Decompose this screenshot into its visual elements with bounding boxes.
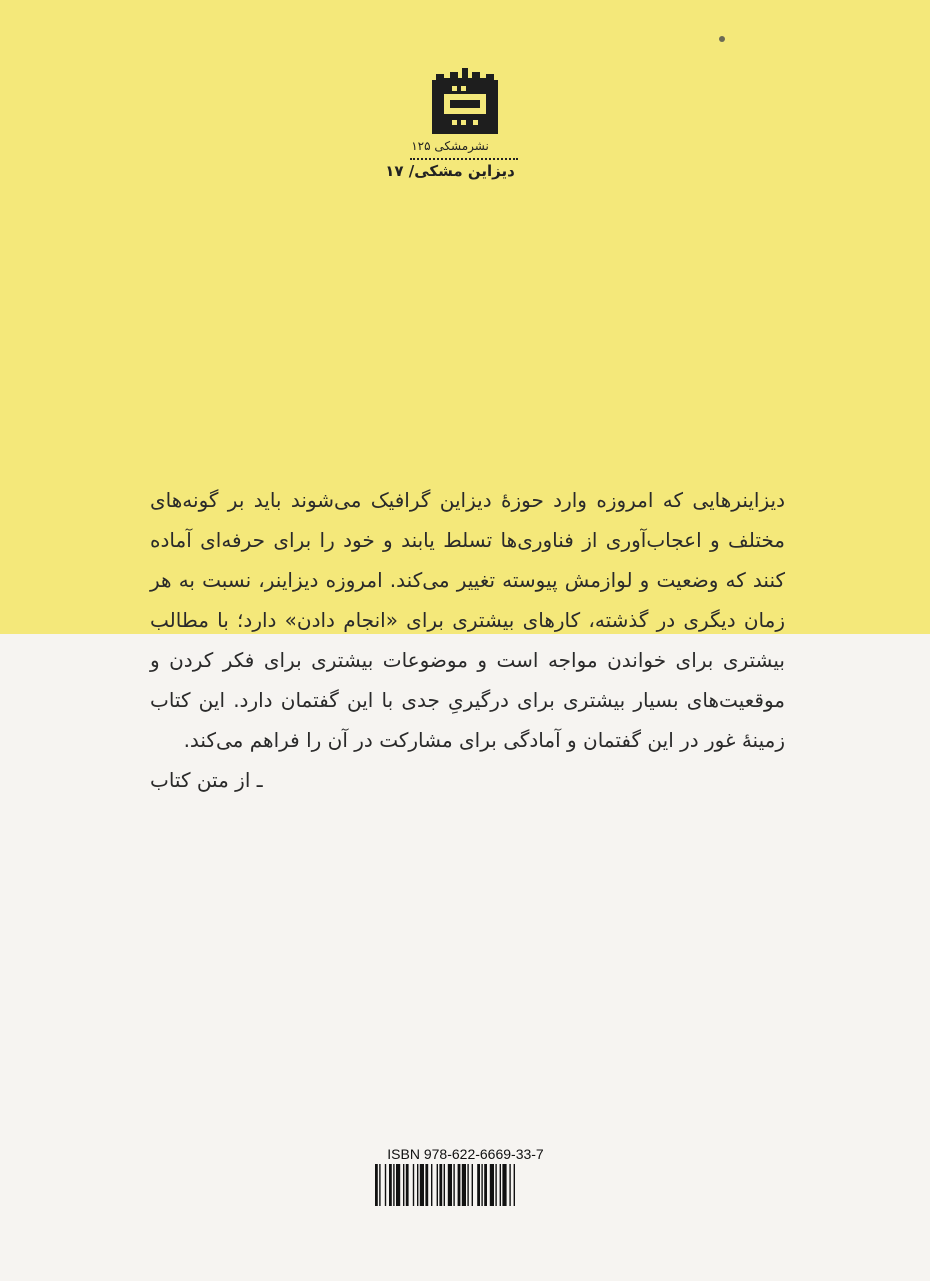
barcode-bar (403, 1164, 404, 1206)
blurb-text: دیزاینرهایی که امروزه وارد حوزهٔ دیزاین گرافیک می‌شوند باید بر گونه‌های مختلف و اعجاب‌آوری از فناوری‌ها تسلط یابند و خود را برای حرفه‌ای آماده کنند که وضعیت و لوازمش پیوسته تغییر می‌کند. امروزه دیزاینر، نسبت به هر زمان دیگری در گذشته، کارهای بیشتری برای «انجام دادن» دارد؛ با مطالب بیشتری برای خواندن مواجه است و موضوعات بیشتری برای فکر کردن و موقعیت‌های بسیار بیشتری برای درگیریِ جدی با این گفتمان دارد. این کتاب زمینهٔ غور در این گفتمان و آمادگی برای مشارکت در آن را فراهم می‌کند. (150, 488, 785, 752)
series-divider (410, 158, 518, 160)
barcode-bar (448, 1164, 452, 1206)
barcode-bar (444, 1164, 445, 1206)
series-title: دیزاین مشکی/ ۱۷ (385, 162, 515, 180)
barcode-bar (462, 1164, 466, 1206)
barcode-bar (406, 1164, 409, 1206)
barcode-bar (437, 1164, 438, 1206)
barcode-bar (495, 1164, 496, 1206)
barcode-bar (509, 1164, 510, 1206)
barcode-bar (389, 1164, 392, 1206)
barcode-bar (481, 1164, 482, 1206)
barcode-bar (413, 1164, 414, 1206)
barcode-bar (502, 1164, 506, 1206)
barcode-bar (467, 1164, 468, 1206)
barcode-bar (417, 1164, 418, 1206)
blurb-attribution: ـ از متن کتاب (150, 768, 263, 792)
speck-mark (719, 36, 725, 42)
isbn-label: ISBN 978-622-6669-33-7 (387, 1146, 544, 1162)
barcode-bar (393, 1164, 394, 1206)
barcode-bar (439, 1164, 442, 1206)
barcode-bar (477, 1164, 480, 1206)
barcode-bar (425, 1164, 428, 1206)
barcode-bar (379, 1164, 380, 1206)
barcode-bar (431, 1164, 432, 1206)
isbn-barcode (374, 1164, 557, 1206)
barcode-bar (500, 1164, 501, 1206)
barcode-bar (385, 1164, 386, 1206)
barcode-bar (484, 1164, 487, 1206)
barcode-bar (453, 1164, 454, 1206)
barcode-bar (375, 1164, 378, 1206)
barcode-bar (472, 1164, 473, 1206)
publisher-logo-icon (430, 68, 500, 136)
back-cover-blurb (150, 480, 785, 760)
barcode-bar (490, 1164, 494, 1206)
barcode-bar (458, 1164, 461, 1206)
series-number: نشرمشکی ۱۲۵ (411, 139, 489, 153)
barcode-bar (420, 1164, 424, 1206)
barcode-bar (396, 1164, 400, 1206)
barcode-bar (514, 1164, 515, 1206)
